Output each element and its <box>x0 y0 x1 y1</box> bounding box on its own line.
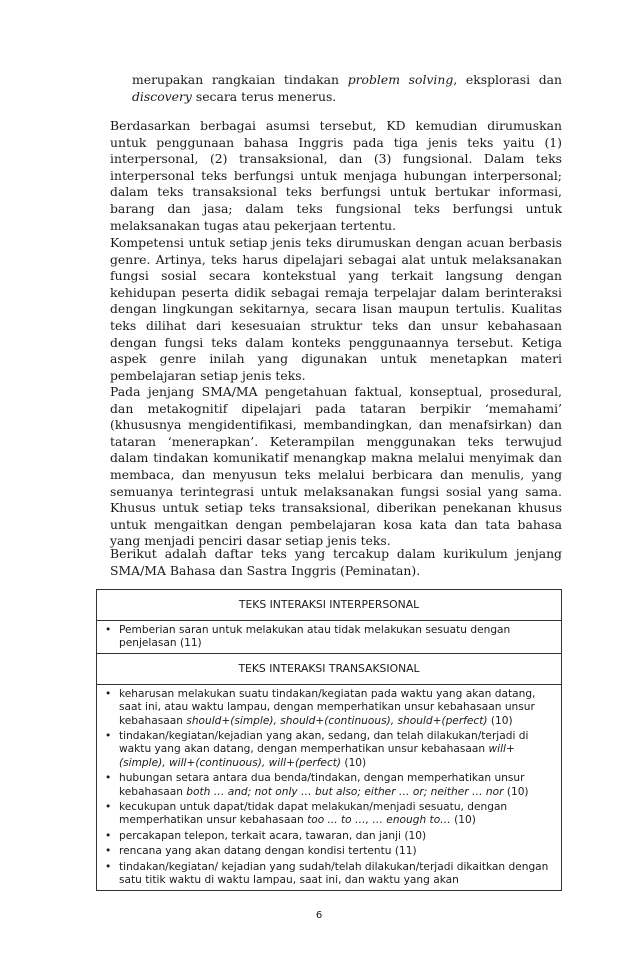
list-item: • kecukupan untuk dapat/tidak dapat melakukan/menjadi sesuatu, dengan memperhatikan unsur kebahasaan too ... to …, … enough to… (10) <box>119 801 555 828</box>
paragraph-kd-text-types: Berdasarkan berbagai asumsi tersebut, KD kemudian dirumuskan untuk penggunaan bahasa Inggris pada tiga jenis teks yaitu (1) interpersonal, (2) transaksional, dan (3) fungsional. Dalam teks interpersonal teks berfungsi untuk menjaga hubungan interpersonal; dalam teks transaksional teks berfungsi untuk bertukar informasi, barang dan jasa; dalam teks fungsional teks berfungsi untuk melaksanakan tugas atau pekerjaan tertentu. <box>110 118 562 233</box>
list-item: • tindakan/kegiatan/ kejadian yang sudah/telah dilakukan/terjadi dikaitkan dengan satu titik waktu di waktu lampau, saat ini, dan waktu yang akan <box>119 861 555 888</box>
paragraph-text-list-intro: Berikut adalah daftar teks yang tercakup dalam kurikulum jenjang SMA/MA Bahasa dan Sastra Inggris (Peminatan). <box>110 546 562 578</box>
list-item: • percakapan telepon, terkait acara, tawaran, dan janji (10) <box>119 830 555 843</box>
list-item: • rencana yang akan datang dengan kondisi tertentu (11) <box>119 845 555 858</box>
list-item: • Pemberian saran untuk melakukan atau tidak melakukan sesuatu dengan penjelasan (11) <box>119 624 555 651</box>
list-item: • keharusan melakukan suatu tindakan/kegiatan pada waktu yang akan datang, saat ini, atau waktu lampau, dengan memperhatikan unsur kebahasaan unsur kebahasaan should+(simple), should+(continuous), should+(perfect) (10) <box>119 688 555 728</box>
paragraph-sma-level: Pada jenjang SMA/MA pengetahuan faktual, konseptual, prosedural, dan metakognitif dipelajari pada tataran berpikir ‘memahami’ (khususnya mengidentifikasi, membandingkan, dan menafsirkan) dan tataran ‘menerapkan’. Keterampilan menggunakan teks terwujud dalam tindakan komunikatif menangkap makna melalui menyimak dan membaca, dan menyusun teks melalui berbicara dan menulis, yang semuanya terintegrasi untuk melaksanakan fungsi sosial yang sama. Khusus untuk setiap teks transaksional, diberikan penekanan khusus untuk mengaitkan dengan pembelajaran kosa kata dan tata bahasa yang menjadi penciri dasar setiap jenis teks. <box>110 384 562 549</box>
paragraph-continuation: merupakan rangkaian tindakan problem solving, eksplorasi dan discovery secara terus menerus. <box>132 72 562 104</box>
interpersonal-heading: TEKS INTERAKSI INTERPERSONAL <box>97 590 562 621</box>
list-item: • hubungan setara antara dua benda/tindakan, dengan memperhatikan unsur kebahasaan both … and; not only … but also; either … or; neither … nor (10) <box>119 772 555 799</box>
transaksional-cell <box>97 684 562 890</box>
transaksional-heading: TEKS INTERAKSI TRANSAKSIONAL <box>97 653 562 684</box>
text-types-table <box>96 589 562 891</box>
page-number: 6 <box>315 910 323 921</box>
paragraph-genre-competency: Kompetensi untuk setiap jenis teks dirumuskan dengan acuan berbasis genre. Artinya, teks harus dipelajari sebagai alat untuk melaksanakan fungsi sosial secara kontekstual yang terkait langsung dengan kehidupan peserta didik sebagai remaja terpelajar dalam berinteraksi dengan lingkungan sekitarnya, secara lisan maupun tertulis. Kualitas teks dilihat dari kesesuaian struktur teks dan unsur kebahasaan dengan fungsi teks dalam konteks penggunaannya tersebut. Ketiga aspek genre inilah yang digunakan untuk menetapkan materi pembelajaran setiap jenis teks. <box>110 235 562 383</box>
interpersonal-cell <box>97 621 562 654</box>
list-item: • tindakan/kegiatan/kejadian yang akan, sedang, dan telah dilakukan/terjadi di waktu yang akan datang, dengan memperhatikan unsur kebahasaan will+(simple), will+(continuous), will+(perfect) (10) <box>119 730 555 770</box>
